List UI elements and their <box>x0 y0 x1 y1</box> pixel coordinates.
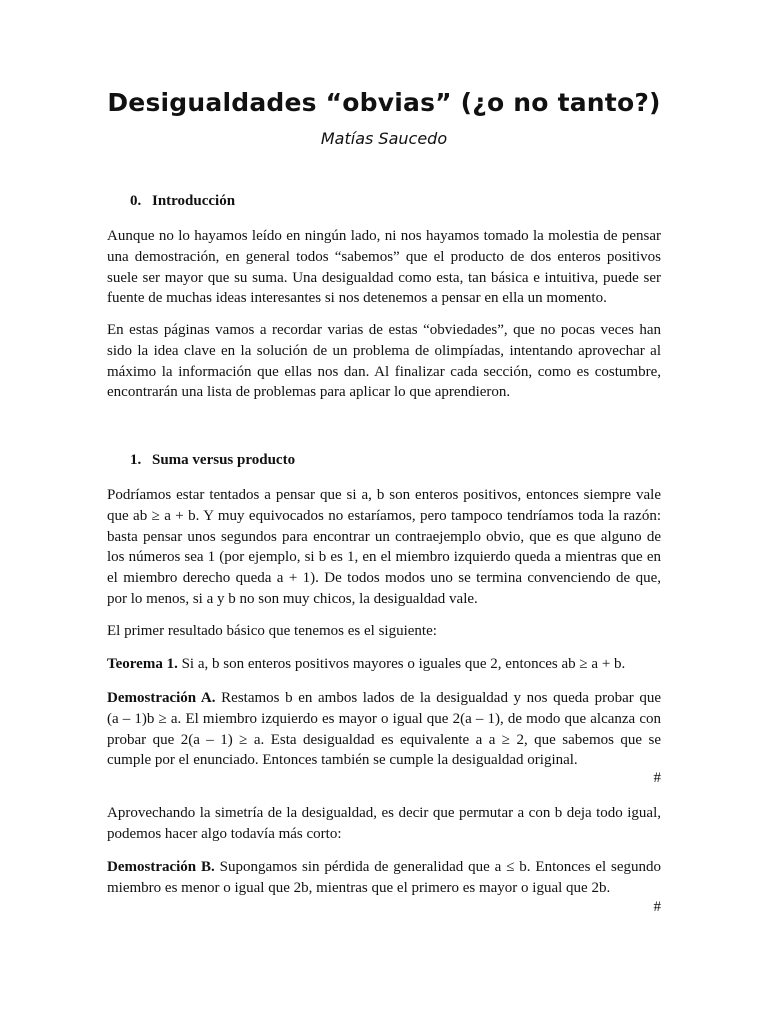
text-line: Aprovechando la simetría de la desigualdad, es decir que permutar a con b deja todo igual, <box>107 805 661 821</box>
text-line: suele ser mayor que su suma. Una desigualdad como esta, tan básica e intuitiva, puede ser <box>107 269 661 286</box>
text-line: sido la idea clave en la solución de un problema de olimpíadas, intentando aprovechar al <box>107 342 661 359</box>
section1-paragraph-2 <box>107 621 661 642</box>
text-line: máximo la información que ellas nos dan. Al finalizar cada sección, como es costumbre, <box>107 363 661 380</box>
text-line: miembro es menor o igual que 2b, mientras que el primero es mayor o igual que 2b. <box>107 879 611 896</box>
section-title: Introducción <box>152 193 236 209</box>
text-line: fuente de muchas ideas interesantes si nos detenemos a pensar en ella un momento. <box>107 290 607 307</box>
theorem-1 <box>107 654 661 675</box>
text-line: los números sea 1 (por ejemplo, si b es 1, en el miembro izquierdo queda a mientras que en <box>107 549 661 566</box>
section-title: Suma versus producto <box>152 452 296 468</box>
text-line: por lo menos, si a y b no son muy chicos, la desigualdad vale. <box>107 590 478 607</box>
text-line: que ab ≥ a + b. Y muy equivocados no estaríamos, pero tampoco tendríamos toda la razón: <box>107 507 661 524</box>
document-author: Matías Saucedo <box>320 129 448 148</box>
section1-paragraph-1 <box>107 485 661 610</box>
proof-b-text: Supongamos sin pérdida de generalidad que a ≤ b. Entonces el segundo <box>219 859 661 875</box>
proof-line <box>107 857 661 878</box>
proof-b <box>107 857 661 899</box>
intro-paragraph-1 <box>107 226 661 309</box>
section1-paragraph-3 <box>107 803 661 845</box>
proof-a <box>107 688 661 771</box>
text-line: el miembro derecho queda a + 1). De todos modos uno se termina convenciendo de que, <box>107 570 661 587</box>
document-title: Desigualdades “obvias” (¿o no tanto?) <box>107 88 661 117</box>
text-line: Aunque no lo hayamos leído en ningún lado, ni nos hayamos tomado la molestia de pensar <box>107 228 661 244</box>
text-line: basta pensar unos segundos para encontrar un contraejemplo obvio, que es que alguno de <box>107 528 661 545</box>
intro-paragraph-2 <box>107 320 661 403</box>
section-number: 1. <box>130 452 142 468</box>
text-line: En estas páginas vamos a recordar varias de estas “obviedades”, que no pocas veces han <box>107 322 661 338</box>
text-line: una demostración, en general todos “sabemos” que el producto de dos enteros positivos <box>107 248 661 265</box>
qed-symbol: # <box>653 899 661 915</box>
qed-symbol: # <box>653 770 661 786</box>
text-line: cumple por el enunciado. Entonces también se cumple la desigualdad original. <box>107 752 578 769</box>
proof-b-label: Demostración B. <box>107 859 215 875</box>
text-line: probar que 2(a – 1) ≥ a. Esta desigualdad es equivalente a a ≥ 2, que sabemos que se <box>107 731 661 748</box>
text-line: El primer resultado básico que tenemos es el siguiente: <box>107 623 437 639</box>
text-line: (a – 1)b ≥ a. El miembro izquierdo es mayor o igual que 2(a – 1), de modo que alcanza con <box>107 710 661 727</box>
theorem-text: Si a, b son enteros positivos mayores o iguales que 2, entonces ab ≥ a + b. <box>181 656 626 672</box>
proof-a-label: Demostración A. <box>107 690 216 706</box>
text-line: podemos hacer algo todavía más corto: <box>107 825 342 842</box>
proof-a-text: Restamos b en ambos lados de la desigualdad y nos queda probar que <box>221 690 662 706</box>
section-heading-suma-versus-producto <box>130 452 295 469</box>
section-number: 0. <box>130 193 142 209</box>
text-line: encontrarán una lista de problemas para aplicar lo que aprendieron. <box>107 384 511 401</box>
theorem-label: Teorema 1. <box>107 656 178 672</box>
text-line: Podríamos estar tentados a pensar que si a, b son enteros positivos, entonces siempre vale <box>107 487 661 503</box>
theorem-line <box>107 654 661 675</box>
proof-line <box>107 688 661 709</box>
section-heading-introduccion <box>130 193 235 210</box>
